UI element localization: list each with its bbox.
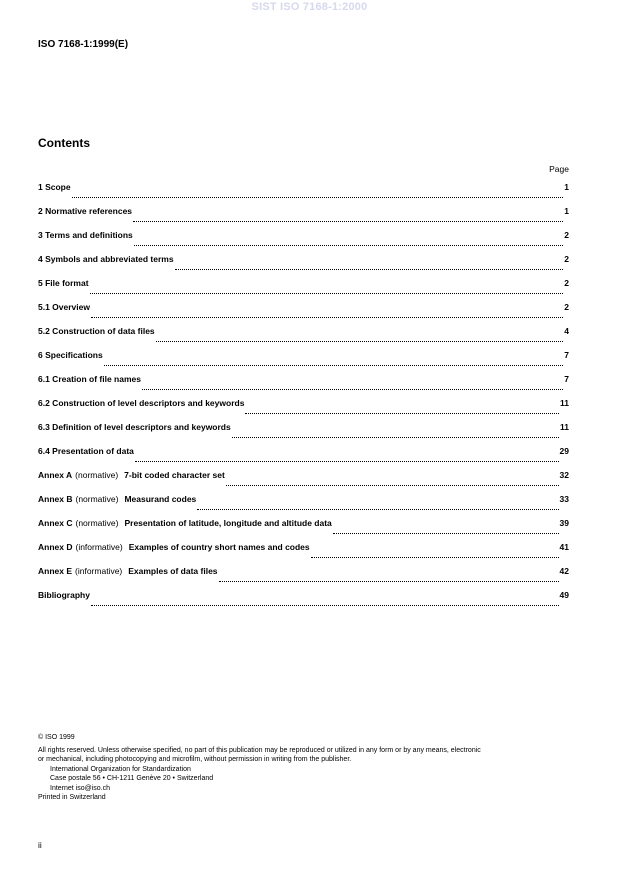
dot-leader [156,341,564,342]
toc-entry-label: 2 Normative references [38,206,133,216]
dot-leader [219,581,559,582]
document-id: ISO 7168-1:1999(E) [38,39,129,50]
toc-entry-page: 29 [559,446,569,456]
toc-entry-presentation-of-data[interactable] [38,446,569,470]
toc-entry-annex-b[interactable] [38,494,569,518]
toc-entry-symbols[interactable] [38,254,569,278]
dot-leader [311,557,559,558]
toc-entry-bibliography[interactable] [38,590,569,614]
rights-statement-line-2: or mechanical, including photocopying and microfilm, without permission in writing from the publisher. [38,756,352,763]
org-name: International Organization for Standardization [50,765,191,773]
toc-entry-page: 33 [559,494,569,504]
toc-entry-label: 5 File format [38,278,89,288]
toc-entry-page: 1 [564,206,569,216]
toc-entry-page: 7 [564,350,569,360]
watermark-text: SIST ISO 7168-1:2000 [251,1,368,13]
dot-leader [133,221,563,222]
toc-entry-page: 1 [564,182,569,192]
toc-entry-overview[interactable] [38,302,569,326]
toc-entry-label: 1 Scope [38,182,71,192]
toc-entry-page: 2 [564,230,569,240]
toc-entry-label: 5.1 Overview [38,302,90,312]
toc-entry-page: 41 [559,542,569,552]
annex-title: Examples of data files [128,566,218,576]
toc-entry-construction-data-files[interactable] [38,326,569,350]
table-of-contents [38,182,569,614]
toc-entry-annex-d[interactable] [38,542,569,566]
toc-entry-annex-a[interactable] [38,470,569,494]
toc-entry-scope[interactable] [38,182,569,206]
toc-entry-page: 2 [564,278,569,288]
toc-entry-page: 2 [564,302,569,312]
dot-leader [333,533,559,534]
copyright-line: © ISO 1999 [38,734,75,741]
contents-heading: Contents [38,136,90,150]
toc-entry-label: 6.2 Construction of level descriptors and keywords [38,398,245,408]
copyright-footer [38,733,578,803]
annex-label: Annex E [38,566,73,576]
org-internet: Internet iso@iso.ch [50,784,111,792]
annex-title: 7-bit coded character set [124,470,225,480]
toc-entry-normative-references[interactable] [38,206,569,230]
toc-entry-label: 3 Terms and definitions [38,230,133,240]
annex-title: Examples of country short names and codes [128,542,310,552]
page-column-header: Page [549,164,569,174]
toc-entry-label: 6.1 Creation of file names [38,374,141,384]
toc-entry-page: 7 [564,374,569,384]
toc-entry-label: 6.3 Definition of level descriptors and keywords [38,422,231,432]
dot-leader [226,485,559,486]
annex-type: (normative) [75,470,119,480]
dot-leader [142,389,563,390]
toc-entry-page: 42 [559,566,569,576]
toc-entry-definition-level-descriptors[interactable] [38,422,569,446]
toc-entry-annex-e[interactable] [38,566,569,590]
annex-title: Presentation of latitude, longitude and altitude data [124,518,332,528]
dot-leader [175,269,564,270]
annex-label: Annex D [38,542,73,552]
toc-entry-file-names[interactable] [38,374,569,398]
rights-statement-line-1: All rights reserved. Unless otherwise specified, no part of this publication may be reproduced or utilized in any form or by any means, electronic [38,746,481,754]
toc-entry-page: 32 [559,470,569,480]
dot-leader [104,365,564,366]
annex-type: (informative) [75,542,123,552]
toc-entry-label: 5.2 Construction of data files [38,326,155,336]
dot-leader [134,245,563,246]
dot-leader [232,437,559,438]
dot-leader [197,509,558,510]
toc-entry-label: 4 Symbols and abbreviated terms [38,254,174,264]
dot-leader [90,293,564,294]
page-number: ii [38,840,42,850]
org-address: Case postale 56 • CH-1211 Genève 20 • Switzerland [50,775,214,782]
dot-leader [91,605,559,606]
dot-leader [135,461,559,462]
annex-type: (normative) [75,518,119,528]
toc-entry-page: 11 [560,422,569,432]
toc-entry-file-format[interactable] [38,278,569,302]
annex-label: Annex C [38,518,73,528]
toc-entry-page: 11 [560,398,569,408]
toc-entry-page: 49 [559,590,569,600]
printed-in: Printed in Switzerland [38,794,106,801]
toc-entry-label: 6 Specifications [38,350,103,360]
toc-entry-terms-definitions[interactable] [38,230,569,254]
toc-entry-annex-c[interactable] [38,518,569,542]
dot-leader [245,413,559,414]
toc-entry-page: 4 [564,326,569,336]
annex-type: (normative) [75,494,119,504]
toc-entry-page: 39 [559,518,569,528]
dot-leader [72,197,564,198]
annex-title: Measurand codes [124,494,197,504]
dot-leader [91,317,563,318]
annex-label: Annex A [38,470,73,480]
toc-entry-label: 6.4 Presentation of data [38,446,134,456]
toc-entry-construction-level-descriptors[interactable] [38,398,569,422]
toc-entry-page: 2 [564,254,569,264]
annex-label: Annex B [38,494,73,504]
annex-type: (informative) [75,566,123,576]
toc-entry-specifications[interactable] [38,350,569,374]
toc-entry-label: Bibliography [38,590,90,600]
